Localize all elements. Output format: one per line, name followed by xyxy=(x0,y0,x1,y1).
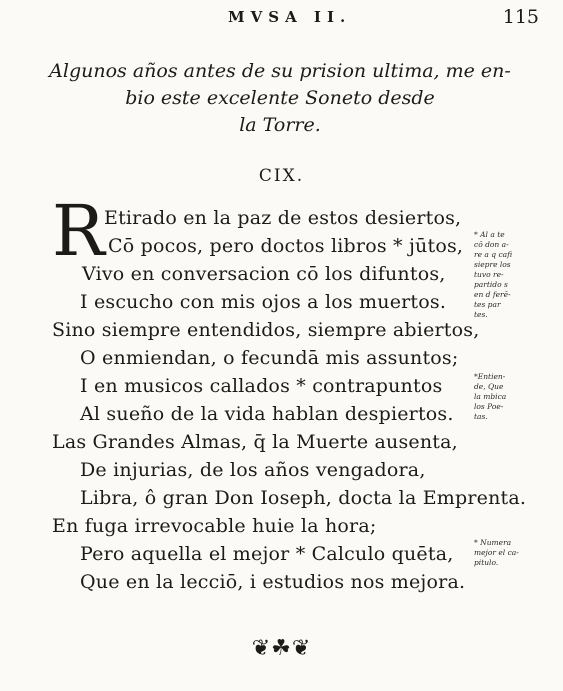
heading-line: bio este excelente Soneto desde xyxy=(125,87,435,109)
poem-line: Sino siempre entendidos, siempre abiertos, xyxy=(52,319,480,341)
poem-line: Etirado en la paz de estos desiertos, xyxy=(104,207,462,229)
poem-line: En fuga irrevocable huie la hora; xyxy=(52,515,377,537)
margin-note: * Numera mejor el ca- pitulo. xyxy=(474,538,519,567)
poem-line: Las Grandes Almas, q̄ la Muerte ausenta, xyxy=(52,431,458,453)
poem-heading xyxy=(40,58,520,139)
sonnet-number: CIX. xyxy=(258,166,305,186)
fleuron-ornament-icon: ❦☘❦ xyxy=(251,636,312,661)
poem-line: De injurias, de los años vengadora, xyxy=(80,459,426,481)
poem-line: Vivo en conversacion cō los difuntos, xyxy=(82,263,446,285)
poem-line: Libra, ô gran Don Ioseph, docta la Emprenta. xyxy=(80,487,527,509)
poem-line: I escucho con mis ojos a los muertos. xyxy=(80,291,447,313)
drop-cap: R xyxy=(52,190,105,272)
poem-line: Que en la lecciō, i estudios nos mejora. xyxy=(80,571,466,593)
poem-line: O enmiendan, o fecundā mis assuntos; xyxy=(80,347,459,369)
margin-note: * Al a te cō don a- re a q cafi siepre los tuvo re- partido s en d ferē- tes par tes. xyxy=(474,230,513,319)
running-title: MVSA II. xyxy=(228,8,352,26)
running-head xyxy=(0,6,563,32)
poem-line: Cō pocos, pero doctos libros * jūtos, xyxy=(108,235,464,257)
poem-line: Al sueño de la vida hablan despiertos. xyxy=(80,403,454,425)
poem-line: I en musicos callados * contrapuntos xyxy=(80,375,443,397)
heading-line: Algunos años antes de su prision ultima, me en- xyxy=(49,60,511,82)
page-number: 115 xyxy=(502,6,539,28)
heading-line: la Torre. xyxy=(239,114,321,136)
margin-note: *Entien- de, Que la mbica los Poe- tas. xyxy=(474,372,507,421)
poem-line: Pero aquella el mejor * Calculo quēta, xyxy=(80,543,454,565)
